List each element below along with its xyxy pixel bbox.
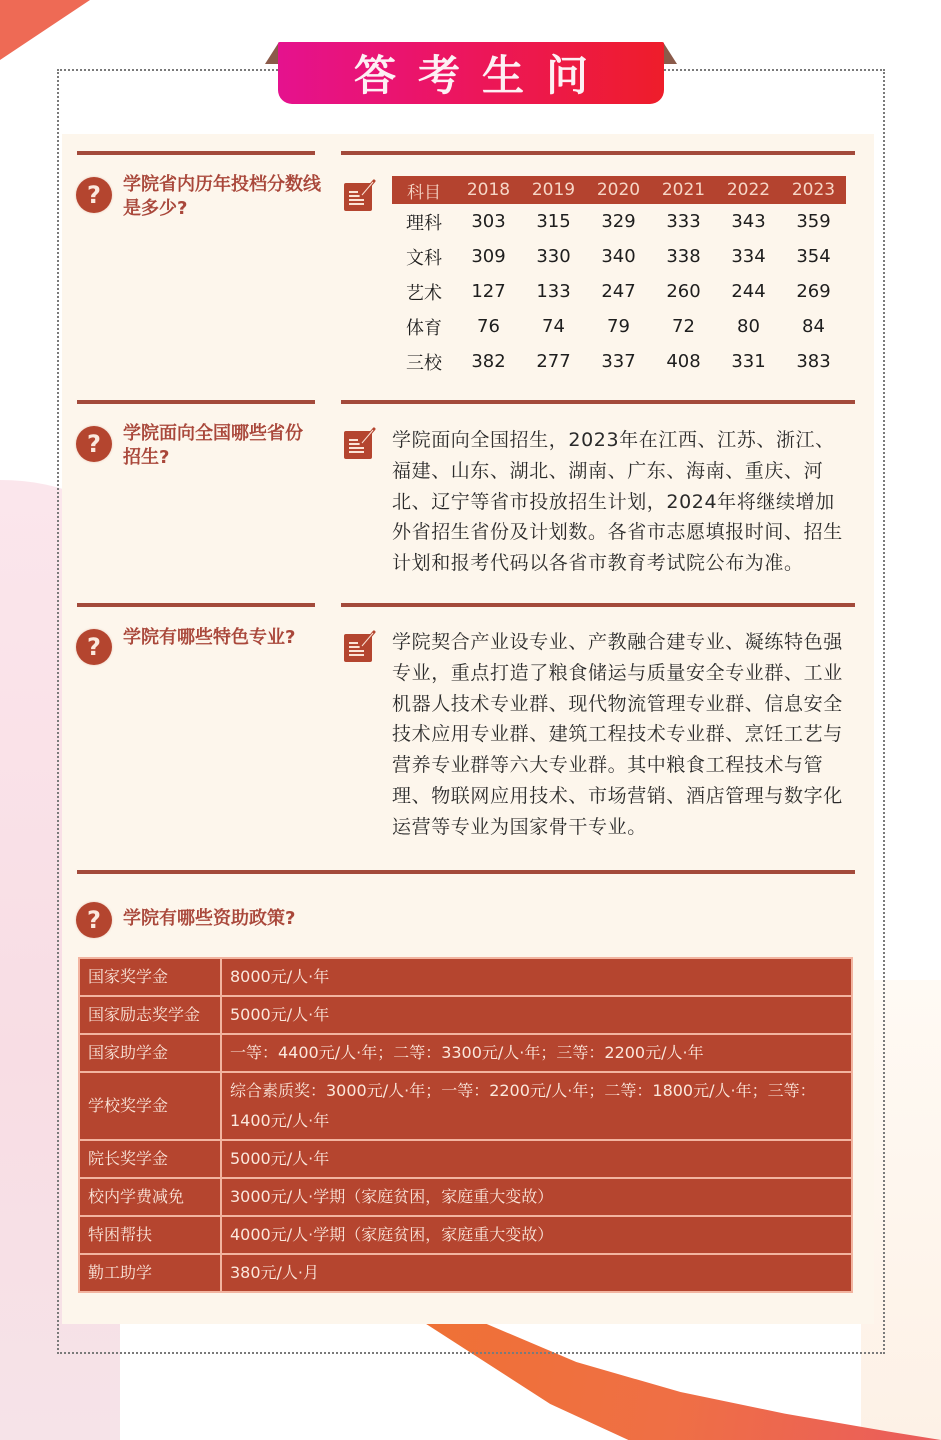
aid-amount: 4000元/人·学期（家庭贫困，家庭重大变故） (221, 1216, 852, 1254)
divider-left (77, 151, 315, 155)
score-cell: 331 (731, 351, 766, 372)
corner-decoration (0, 0, 90, 60)
row-label: 理科 (406, 212, 442, 234)
aid-amount: 一等：4400元/人·年；二等：3300元/人·年；三等：2200元/人·年 (221, 1034, 852, 1072)
aid-amount: 8000元/人·年 (221, 958, 852, 996)
score-table (392, 176, 846, 379)
divider-full (77, 870, 855, 874)
question-1: 学院省内历年投档分数线是多少? (123, 174, 321, 219)
aid-type: 国家奖学金 (79, 958, 221, 996)
title-banner (265, 42, 677, 106)
banner-body (278, 42, 664, 104)
score-cell: 354 (796, 246, 831, 267)
score-cell: 80 (737, 316, 760, 337)
table-row (79, 958, 852, 996)
aid-type: 特困帮扶 (79, 1216, 221, 1254)
score-cell: 343 (731, 211, 766, 232)
score-cell: 247 (601, 281, 636, 302)
score-cell: 84 (802, 316, 825, 337)
score-cell: 333 (666, 211, 701, 232)
aid-amount: 综合素质奖：3000元/人·年；一等：2200元/人·年；二等：1800元/人·年；三等：1400元/人·年 (221, 1072, 852, 1140)
score-cell: 382 (471, 351, 506, 372)
question-4: 学院有哪些资助政策? (123, 908, 296, 929)
score-cell: 329 (601, 211, 636, 232)
row-label: 艺术 (406, 282, 442, 304)
table-row (79, 1178, 852, 1216)
divider-right (341, 400, 855, 404)
question-circle-icon: ? (76, 426, 112, 462)
answer-2: 学院面向全国招生，2023年在江西、江苏、浙江、福建、山东、湖北、湖南、广东、海南、重庆、河北、辽宁等省市投放招生计划，2024年将继续增加外省招生省份及计划数。各省市志愿填报时间、招生计划和报考代码以各省市教育考试院公布为准。 (392, 429, 843, 575)
score-cell: 408 (666, 351, 701, 372)
page-title: 答考生问 (353, 51, 610, 100)
banner-fold-left (265, 42, 279, 64)
note-pen-icon (343, 629, 377, 663)
score-table-header (392, 176, 846, 204)
score-cell: 74 (542, 316, 565, 337)
aid-type: 院长奖学金 (79, 1140, 221, 1178)
answer-3: 学院契合产业设专业、产教融合建专业、凝练特色强专业，重点打造了粮食储运与质量安全专业群、工业机器人技术专业群、现代物流管理专业群、信息安全技术应用专业群、建筑工程技术专业群、烹饪工艺与营养专业群等六大专业群。其中粮食工程技术与管理、物联网应用技术、市场营销、酒店管理与数字化运营等专业为国家骨干专业。 (392, 631, 843, 838)
aid-type: 学校奖学金 (79, 1072, 221, 1140)
score-cell: 244 (731, 281, 766, 302)
score-cell: 334 (731, 246, 766, 267)
score-cell: 303 (471, 211, 506, 232)
table-row (392, 274, 846, 309)
question-2: 学院面向全国哪些省份招生? (123, 423, 303, 468)
divider-left (77, 400, 315, 404)
note-pen-icon (343, 178, 377, 212)
score-cell: 383 (796, 351, 831, 372)
aid-amount: 3000元/人·学期（家庭贫困，家庭重大变故） (221, 1178, 852, 1216)
aid-type: 校内学费减免 (79, 1178, 221, 1216)
aid-amount: 5000元/人·年 (221, 996, 852, 1034)
score-cell: 127 (471, 281, 506, 302)
score-cell: 277 (536, 351, 571, 372)
table-row (392, 309, 846, 344)
score-cell: 76 (477, 316, 500, 337)
table-row (79, 996, 852, 1034)
aid-type: 勤工助学 (79, 1254, 221, 1292)
aid-amount: 5000元/人·年 (221, 1140, 852, 1178)
aid-amount: 380元/人·月 (221, 1254, 852, 1292)
question-circle-icon: ? (76, 177, 112, 213)
banner-fold-right (663, 42, 677, 64)
aid-type: 国家励志奖学金 (79, 996, 221, 1034)
score-cell: 269 (796, 281, 831, 302)
score-cell: 72 (672, 316, 695, 337)
score-cell: 79 (607, 316, 630, 337)
score-cell: 338 (666, 246, 701, 267)
divider-right (341, 151, 855, 155)
score-cell: 359 (796, 211, 831, 232)
row-label: 体育 (406, 317, 442, 339)
header-year: 2022 (716, 176, 781, 204)
table-row (79, 1072, 852, 1140)
header-year: 2018 (456, 176, 521, 204)
header-year: 2020 (586, 176, 651, 204)
header-year: 2019 (521, 176, 586, 204)
header-year: 2023 (781, 176, 846, 204)
aid-policy-table (78, 957, 853, 1293)
question-circle-icon: ? (76, 902, 112, 938)
score-cell: 340 (601, 246, 636, 267)
table-row (392, 344, 846, 379)
aid-type: 国家助学金 (79, 1034, 221, 1072)
note-pen-icon (343, 426, 377, 460)
score-cell: 133 (536, 281, 571, 302)
question-3: 学院有哪些特色专业? (123, 627, 296, 648)
divider-left (77, 603, 315, 607)
table-row (392, 204, 846, 239)
header-subject: 科目 (392, 176, 456, 204)
header-year: 2021 (651, 176, 716, 204)
row-label: 文科 (406, 247, 442, 269)
divider-right (341, 603, 855, 607)
score-cell: 337 (601, 351, 636, 372)
score-cell: 260 (666, 281, 701, 302)
row-label: 三校 (406, 352, 442, 374)
table-row (79, 1034, 852, 1072)
table-row (79, 1216, 852, 1254)
table-row (392, 239, 846, 274)
score-cell: 330 (536, 246, 571, 267)
table-row (79, 1140, 852, 1178)
score-cell: 309 (471, 246, 506, 267)
table-row (79, 1254, 852, 1292)
score-cell: 315 (536, 211, 571, 232)
question-circle-icon: ? (76, 629, 112, 665)
